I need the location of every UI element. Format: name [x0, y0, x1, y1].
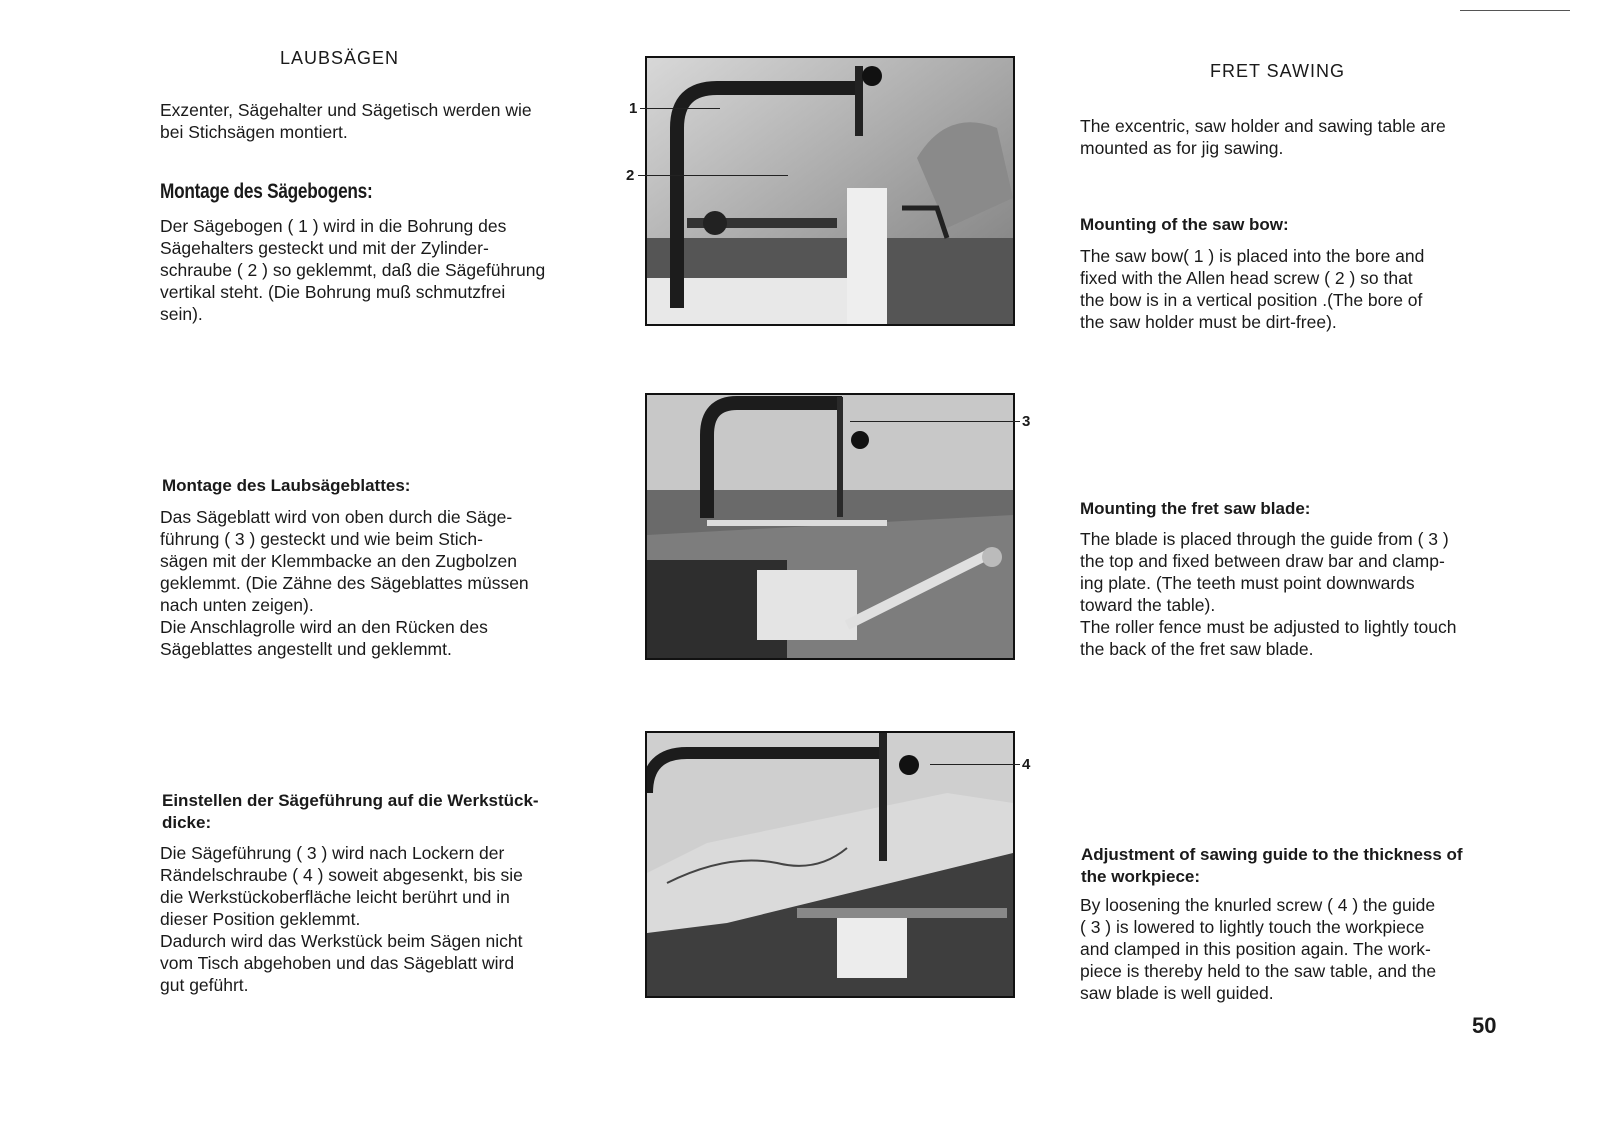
photo-guide-adjustment [645, 731, 1015, 998]
english-s3-heading: Adjustment of sawing guide to the thickness of the workpiece: [1081, 845, 1463, 886]
english-s2-heading: Mounting the fret saw blade: [1080, 499, 1311, 518]
photo-saw-bow-mounting [645, 56, 1015, 326]
german-s1-body: Der Sägebogen ( 1 ) wird in die Bohrung des Sägehalters gesteckt und mit der Zylinder- schraube ( 2 ) so geklemmt, daß die Sägeführung vertikal steht. (Die Bohrung muß schmutzfrei sein). [160, 216, 546, 324]
english-title: FRET SAWING [1210, 61, 1346, 81]
page-number: 50 [1472, 1013, 1497, 1038]
callout-4: 4 [1022, 756, 1031, 773]
english-s2-body: The blade is placed through the guide from ( 3 ) the top and fixed between draw bar and clamp- ing plate. (The teeth must point downwards toward the table). The roller fence must be adjusted to lightly touch the back of the fret saw blade. [1080, 529, 1457, 659]
german-s3-heading: Einstellen der Sägeführung auf die Werkstück- dicke: [162, 791, 539, 832]
german-s3-body: Die Sägeführung ( 3 ) wird nach Lockern der Rändelschraube ( 4 ) soweit abgesenkt, bis sie die Werkstückoberfläche leicht berührt und in dieser Position geklemmt. Dadurch wird das Werkstück beim Sägen nicht vom Tisch abgehoben und das Sägeblatt wird gut geführt. [160, 843, 523, 995]
german-s2-heading: Montage des Laubsägeblattes: [162, 476, 411, 495]
callout-1-line [640, 108, 720, 109]
english-s3-body: By loosening the knurled screw ( 4 ) the guide ( 3 ) is lowered to lightly touch the workpiece and clamped in this position again. The work- piece is thereby held to the saw table, and the saw blade is well guided. [1080, 895, 1437, 1003]
english-s1-heading: Mounting of the saw bow: [1080, 215, 1289, 234]
callout-3-line [850, 421, 1020, 422]
callout-3: 3 [1022, 413, 1031, 430]
german-s2-body: Das Sägeblatt wird von oben durch die Säge- führung ( 3 ) gesteckt und wie beim Stich- sägen mit der Klemmbacke an den Zugbolzen geklemmt. (Die Zähne des Sägeblattes müssen nach unten zeigen). Die Anschlagrolle wird an den Rücken des Sägeblattes angestellt und geklemmt. [160, 507, 529, 659]
german-title: LAUBSÄGEN [280, 48, 400, 68]
callout-2: 2 [626, 167, 635, 184]
photo-fret-blade-mounting [645, 393, 1015, 660]
english-s1-body: The saw bow( 1 ) is placed into the bore and fixed with the Allen head screw ( 2 ) so that the bow is in a vertical position .(The bore of the saw holder must be dirt-free). [1080, 246, 1425, 332]
top-rule [1460, 10, 1570, 11]
english-intro: The excentric, saw holder and sawing table are mounted as for jig sawing. [1080, 116, 1446, 158]
callout-4-line [930, 764, 1020, 765]
callout-1: 1 [629, 100, 638, 117]
german-s1-heading: Montage des Sägebogens: [160, 180, 373, 203]
german-intro: Exzenter, Sägehalter und Sägetisch werden wie bei Stichsägen montiert. [160, 100, 532, 142]
callout-2-line [638, 175, 788, 176]
